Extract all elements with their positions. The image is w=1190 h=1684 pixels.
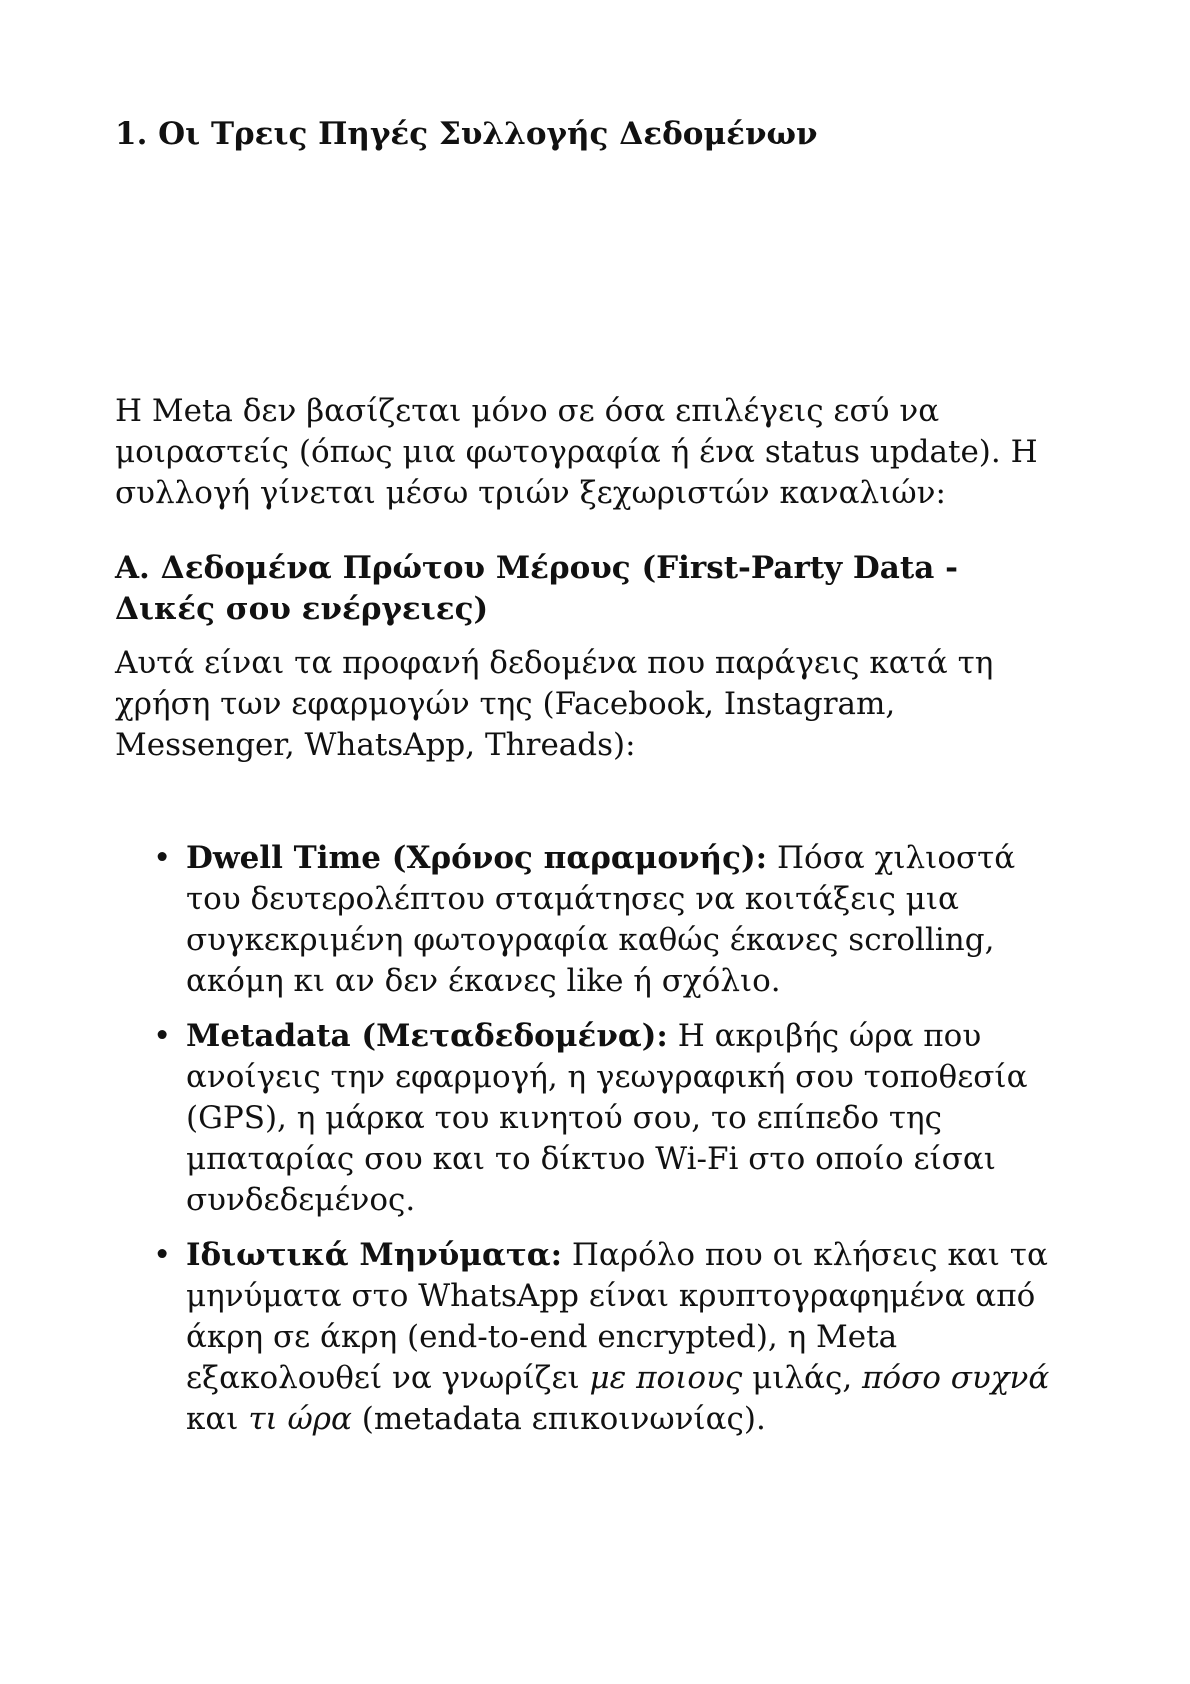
bullet-line bbox=[186, 1235, 1190, 1276]
bullet-line: ανοίγεις την εφαρμογή, η γεωγραφική σου τοποθεσία bbox=[186, 1059, 1028, 1095]
bullet-text: Πόσα χιλιοστά bbox=[767, 840, 1016, 876]
section-heading: 1. Οι Τρεις Πηγές Συλλογής Δεδομένων bbox=[115, 116, 818, 152]
bullet-line: άκρη σε άκρη (end-to-end encrypted), η Meta bbox=[186, 1319, 898, 1355]
bullet-line: συγκεκριμένη φωτογραφία καθώς έκανες scrolling, bbox=[186, 922, 995, 958]
bullet-line bbox=[186, 1016, 1190, 1057]
bullet-line: ακόμη κι αν δεν έκανες like ή σχόλιο. bbox=[186, 963, 781, 999]
list-item bbox=[0, 838, 1190, 1002]
bullet-text: και bbox=[186, 1401, 249, 1437]
bullet-emphasis: με ποιους bbox=[589, 1360, 743, 1396]
bullet-line bbox=[186, 838, 1190, 879]
bullet-text: εξακολουθεί να γνωρίζει bbox=[186, 1360, 590, 1396]
bullet-term: Dwell Time (Χρόνος παραμονής): bbox=[186, 840, 768, 876]
subsection-heading bbox=[115, 548, 1105, 630]
bullet-text: Η ακριβής ώρα που bbox=[667, 1018, 982, 1054]
bullet-line bbox=[186, 1358, 1190, 1399]
bullet-line bbox=[186, 1399, 1190, 1440]
bullet-emphasis: τι ώρα bbox=[248, 1401, 352, 1437]
intro-line: Η Meta δεν βασίζεται μόνο σε όσα επιλέγεις εσύ να bbox=[115, 393, 940, 429]
list-item bbox=[0, 1016, 1190, 1221]
intro-paragraph bbox=[115, 391, 1105, 514]
bullet-line: (GPS), η μάρκα του κινητού σου, το επίπεδο της bbox=[186, 1100, 942, 1136]
bullet-term: Metadata (Μεταδεδομένα): bbox=[186, 1018, 668, 1054]
intro-line: μοιραστείς (όπως μια φωτογραφία ή ένα status update). Η bbox=[115, 434, 1038, 470]
subsection-intro-line: Messenger, WhatsApp, Threads): bbox=[115, 727, 636, 763]
bullet-text: μιλάς, bbox=[742, 1360, 863, 1396]
subsection-intro bbox=[115, 643, 1105, 766]
bullet-marker: • bbox=[153, 840, 172, 876]
bullet-text: Παρόλο που οι κλήσεις και τα bbox=[562, 1237, 1048, 1273]
list-item bbox=[0, 1235, 1190, 1440]
bullet-term: Ιδιωτικά Μηνύματα: bbox=[186, 1237, 563, 1273]
bullet-line: μηνύματα στο WhatsApp είναι κρυπτογραφημένα από bbox=[186, 1278, 1036, 1314]
subsection-intro-line: χρήση των εφαρμογών της (Facebook, Instagram, bbox=[115, 686, 896, 722]
subsection-intro-line: Αυτά είναι τα προφανή δεδομένα που παράγεις κατά τη bbox=[115, 645, 994, 681]
bullet-line: συνδεδεμένος. bbox=[186, 1182, 416, 1218]
intro-line: συλλογή γίνεται μέσω τριών ξεχωριστών καναλιών: bbox=[115, 475, 946, 511]
bullet-line: μπαταρίας σου και το δίκτυο Wi-Fi στο οποίο είσαι bbox=[186, 1141, 996, 1177]
bullet-marker: • bbox=[153, 1018, 172, 1054]
bullet-line: του δευτερολέπτου σταμάτησες να κοιτάξεις μια bbox=[186, 881, 959, 917]
bullet-list bbox=[0, 838, 1190, 1440]
bullet-emphasis: πόσο συχνά bbox=[862, 1360, 1050, 1396]
bullet-marker: • bbox=[153, 1237, 172, 1273]
subsection-heading-line: Α. Δεδομένα Πρώτου Μέρους (First-Party Data - bbox=[115, 550, 958, 586]
subsection-heading-line: Δικές σου ενέργειες) bbox=[115, 591, 489, 627]
bullet-text: (metadata επικοινωνίας). bbox=[351, 1401, 766, 1437]
